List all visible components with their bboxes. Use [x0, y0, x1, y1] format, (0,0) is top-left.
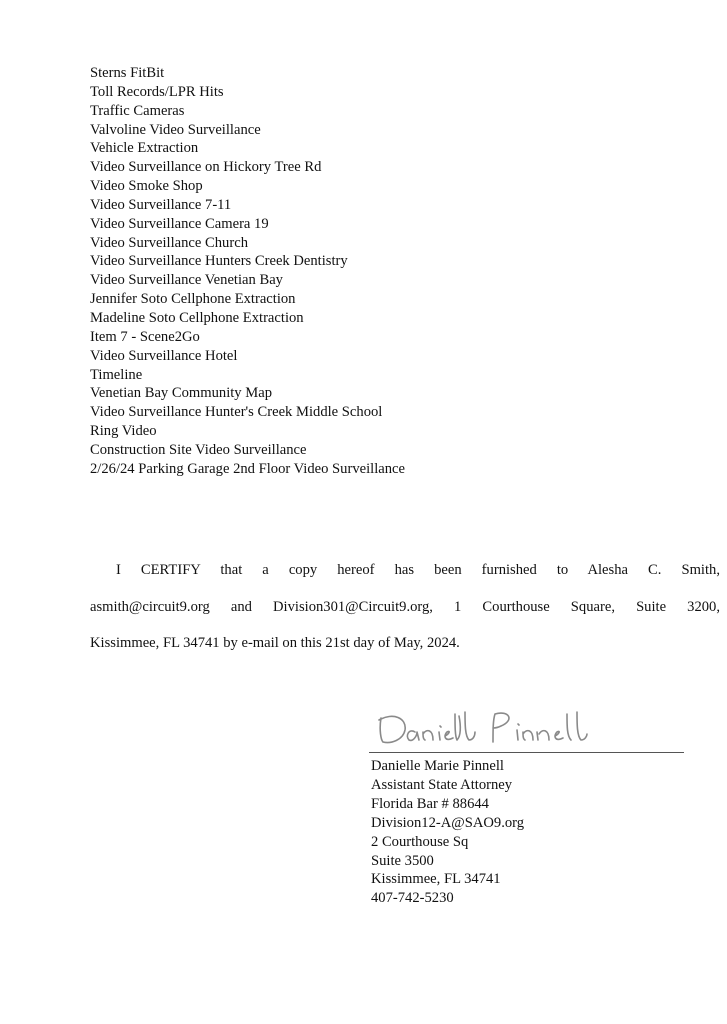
list-item: Timeline — [90, 366, 143, 383]
list-item: Video Smoke Shop — [90, 178, 203, 195]
list-item: Item 7 - Scene2Go — [90, 328, 200, 345]
signature-line — [369, 752, 684, 753]
signature-stroke — [407, 726, 453, 740]
list-item: Toll Records/LPR Hits — [90, 83, 224, 100]
list-item: Madeline Soto Cellphone Extraction — [90, 309, 304, 326]
list-item: Vehicle Extraction — [90, 140, 199, 157]
list-item: Ring Video — [90, 423, 157, 440]
certificate-line: asmith@circuit9.org and Division301@Circuit9.org, 1 Courthouse Square, Suite 3200, — [90, 598, 720, 615]
list-item: Video Surveillance Hunters Creek Dentistry — [90, 253, 348, 270]
list-item: Jennifer Soto Cellphone Extraction — [90, 291, 296, 308]
list-item: Video Surveillance on Hickory Tree Rd — [90, 159, 322, 176]
certificate-line: I CERTIFY that a copy hereof has been furnished to Alesha C. Smith, — [116, 562, 720, 578]
signature-stroke — [379, 716, 405, 742]
city-state-zip: Kissimmee, FL 34741 — [371, 871, 501, 888]
signer-email: Division12-A@SAO9.org — [371, 814, 525, 831]
list-item: Video Surveillance Hotel — [90, 347, 238, 364]
list-item: Video Surveillance Camera 19 — [90, 215, 269, 232]
address-line2: Suite 3500 — [371, 852, 434, 869]
signature-stroke — [455, 712, 475, 740]
list-item: Video Surveillance Hunter's Creek Middle School — [90, 404, 383, 421]
signature-stroke — [493, 713, 509, 742]
list-item: 2/26/24 Parking Garage 2nd Floor Video Surveillance — [90, 460, 405, 477]
address-line1: 2 Courthouse Sq — [371, 833, 469, 850]
signer-name: Danielle Marie Pinnell — [371, 758, 504, 774]
signature-stroke — [567, 712, 587, 740]
signature-stroke — [517, 724, 563, 740]
signature-block — [371, 757, 524, 908]
certificate-of-service — [90, 552, 720, 662]
list-item: Video Surveillance Venetian Bay — [90, 272, 283, 289]
list-item: Valvoline Video Surveillance — [90, 121, 261, 138]
list-item: Venetian Bay Community Map — [90, 385, 272, 402]
evidence-list — [90, 64, 405, 479]
phone-number: 407-742-5230 — [371, 890, 454, 907]
list-item: Video Surveillance Church — [90, 234, 248, 251]
bar-number: Florida Bar # 88644 — [371, 795, 489, 812]
list-item: Sterns FitBit — [90, 65, 165, 81]
signer-title: Assistant State Attorney — [371, 776, 513, 793]
handwritten-signature — [375, 706, 615, 750]
list-item: Traffic Cameras — [90, 102, 185, 119]
list-item: Video Surveillance 7-11 — [90, 196, 232, 213]
list-item: Construction Site Video Surveillance — [90, 441, 307, 458]
certificate-line: Kissimmee, FL 34741 by e-mail on this 21st day of May, 2024. — [90, 635, 460, 651]
